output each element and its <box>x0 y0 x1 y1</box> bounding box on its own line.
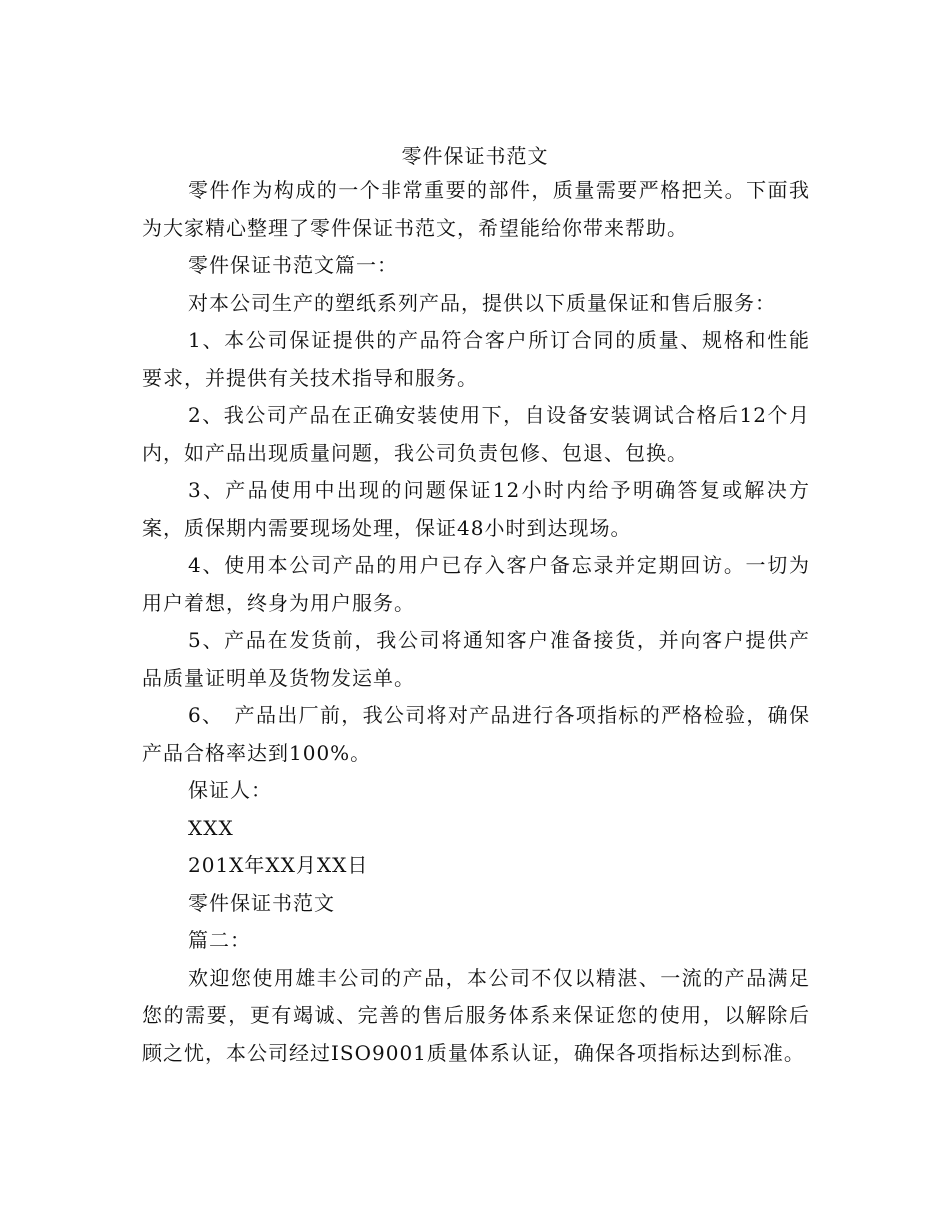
lead-paragraph: 对本公司生产的塑纸系列产品，提供以下质量保证和售后服务： <box>188 290 776 315</box>
document-title: 零件保证书范文 <box>401 144 549 168</box>
signature-date: 201X年XX月XX日 <box>188 853 369 877</box>
section-heading-part-one: 零件保证书范文篇一： <box>188 253 398 277</box>
clause-3: 3、产品使用中出现的问题保证12小时内给予明确答复或解决方案，质保期内需要现场处理，保证48小时到达现场。 <box>142 478 810 540</box>
clause-5: 5、产品在发货前，我公司将通知客户准备接货，并向客户提供产品质量证明单及货物发运单。 <box>142 628 810 690</box>
section-heading-part-two: 篇二： <box>188 928 251 952</box>
part-two-paragraph: 欢迎您使用雄丰公司的产品，本公司不仅以精湛、一流的产品满足您的需要，更有竭诚、完善的售后服务体系来保证您的使用，以解除后顾之忧，本公司经过ISO9001质量体系认证，确保各项指标达到标准。 <box>142 965 810 1065</box>
clause-1: 1、本公司保证提供的产品符合客户所订合同的质量、规格和性能要求，并提供有关技术指导和服务。 <box>142 328 810 390</box>
clause-2: 2、我公司产品在正确安装使用下，自设备安装调试合格后12个月内，如产品出现质量问题，我公司负责包修、包退、包换。 <box>142 403 810 465</box>
guarantor-label: 保证人： <box>188 778 272 802</box>
document-body <box>142 172 810 1072</box>
guarantor-name: XXX <box>188 815 234 840</box>
clause-4: 4、使用本公司产品的用户已存入客户备忘录并定期回访。一切为用户着想，终身为用户服务。 <box>142 553 810 615</box>
intro-paragraph: 零件作为构成的一个非常重要的部件，质量需要严格把关。下面我为大家精心整理了零件保证书范文，希望能给你带来帮助。 <box>142 178 810 240</box>
clause-6: 6、 产品出厂前，我公司将对产品进行各项指标的严格检验，确保产品合格率达到100%。 <box>142 703 810 765</box>
repeat-title: 零件保证书范文 <box>188 890 335 915</box>
